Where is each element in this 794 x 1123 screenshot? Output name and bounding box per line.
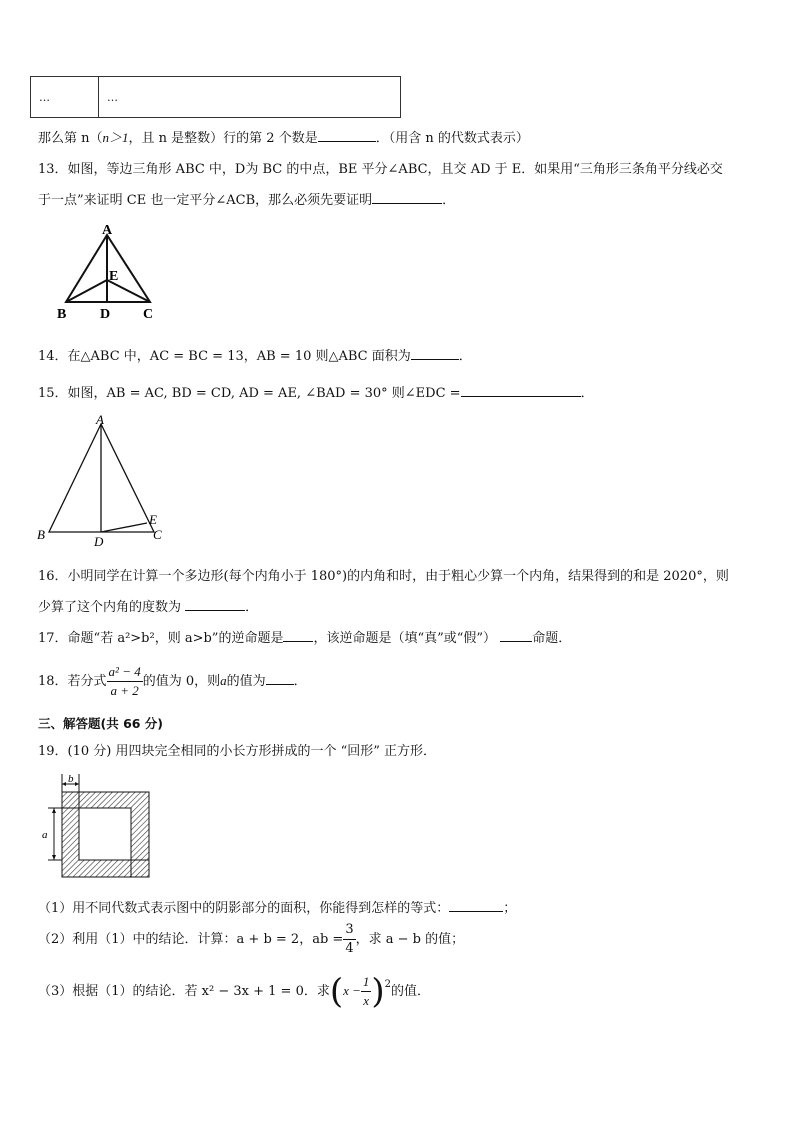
question-17 <box>38 627 571 646</box>
question-18 <box>38 662 307 701</box>
q17-text: ，该逆命题是（填“真”或“假”） <box>313 631 497 646</box>
q19-text: （1）用不同代数式表示图中的阴影部分的面积，你能得到怎样的等式： <box>38 901 450 916</box>
fig13-label-c: C <box>143 307 154 322</box>
fig15-label-e: E <box>149 512 157 527</box>
fig13-label-a: A <box>102 223 113 238</box>
fraction-denominator: x <box>363 993 370 1008</box>
answer-blank <box>266 672 294 685</box>
answer-blank <box>449 899 503 912</box>
q19-expression: x − <box>343 983 361 998</box>
q19-text: 的值． <box>391 984 431 999</box>
q18-variable: a <box>220 673 227 688</box>
question-13-line2 <box>38 189 455 208</box>
fraction-denominator: 4 <box>345 941 354 956</box>
fig15-label-c: C <box>153 527 162 542</box>
q17-text: 命题． <box>532 631 572 646</box>
figure-15-triangle <box>35 412 170 547</box>
answer-blank <box>283 629 313 642</box>
question-12-tail <box>38 127 529 146</box>
q18-text: 的值为 0，则 <box>142 674 221 689</box>
question-19-stem: 19．(10 分) 用四块完全相同的小长方形拼成的一个 “回形” 正方形． <box>38 744 437 759</box>
figure-13-triangle <box>52 220 167 325</box>
table-cell: … <box>31 77 99 118</box>
q18-fraction <box>107 663 143 700</box>
answer-blank <box>318 129 376 142</box>
question-14 <box>38 345 472 364</box>
q16-text: ． <box>245 600 259 615</box>
q17-text: 17．命题“若 a²>b²，则 a>b”的逆命题是 <box>38 631 284 646</box>
question-16-line2 <box>38 596 258 615</box>
answer-blank <box>461 384 581 397</box>
question-19-part1 <box>38 897 516 916</box>
fig19-label-a: a <box>42 829 48 841</box>
fig13-label-d: D <box>100 307 111 322</box>
continuation-table <box>30 76 401 118</box>
q12-condition: n＞1 <box>102 130 129 145</box>
answer-blank <box>372 191 442 204</box>
fraction-denominator: a + 2 <box>110 683 139 698</box>
answer-blank <box>411 347 459 360</box>
fraction-numerator: a² − 4 <box>107 663 143 682</box>
fraction-numerator: 1 <box>361 973 372 992</box>
q14-text: ． <box>458 349 472 364</box>
q18-text: 18．若分式 <box>38 674 107 689</box>
question-16-line1: 16．小明同学在计算一个多边形(每个内角小于 180°)的内角和时，由于粗心少算一个内角，结果得到的和是 2020°，则 <box>38 569 729 584</box>
right-paren: ) <box>371 971 385 1012</box>
question-19-part3 <box>38 972 430 1011</box>
q14-text: 14．在△ABC 中，AC = BC = 13，AB = 10 则△ABC 面积为 <box>38 349 411 364</box>
q19-text: （2）利用（1）中的结论．计算：a + b = 2，ab = <box>38 932 344 947</box>
q15-text: ． <box>580 386 594 401</box>
left-paren: ( <box>329 971 344 1012</box>
fig15-label-d: D <box>94 534 104 547</box>
answer-blank <box>185 598 245 611</box>
q12-text: ．（用含 n 的代数式表示） <box>375 131 529 146</box>
section-title: 三、解答题(共 66 分) <box>38 716 164 731</box>
q19-text: ； <box>503 901 517 916</box>
fig15-label-a: A <box>96 412 104 427</box>
q12-text: 那么第 n（ <box>38 131 103 146</box>
q19-text: （3）根据（1）的结论．若 x² − 3x + 1 = 0．求 <box>38 984 330 999</box>
q19-fraction <box>343 921 355 958</box>
answer-blank <box>500 629 532 642</box>
fig19-label-b: b <box>68 773 74 785</box>
q18-text: 的值为 <box>226 674 266 689</box>
question-19-part2 <box>38 921 464 959</box>
q16-text: 少算了这个内角的度数为 <box>38 600 182 615</box>
question-15 <box>38 382 594 401</box>
fig13-label-b: B <box>57 307 67 322</box>
exponent: 2 <box>384 979 392 990</box>
q18-text: ． <box>293 674 307 689</box>
q19-fraction <box>361 973 372 1010</box>
q13-text: 于一点”来证明 CE 也一定平分∠ACB，那么必须先要证明 <box>38 193 373 208</box>
fig15-label-b: B <box>37 527 45 542</box>
q12-text: ，且 n 是整数）行的第 2 个数是 <box>128 131 318 146</box>
fraction-numerator: 3 <box>343 921 355 940</box>
fig13-label-e: E <box>109 269 119 284</box>
q19-text: ，求 a − b 的值； <box>355 932 465 947</box>
question-13-line1: 13．如图，等边三角形 ABC 中，D为 BC 的中点，BE 平分∠ABC，且交 AD 于 E．如果用“三角形三条角平分线必交 <box>38 162 723 177</box>
q15-text: 15．如图，AB = AC, BD = CD, AD = AE, ∠BAD = 30° 则∠EDC = <box>38 386 461 401</box>
figure-19-square <box>38 770 156 880</box>
q13-text: ． <box>442 193 456 208</box>
table-cell: … <box>99 77 401 118</box>
